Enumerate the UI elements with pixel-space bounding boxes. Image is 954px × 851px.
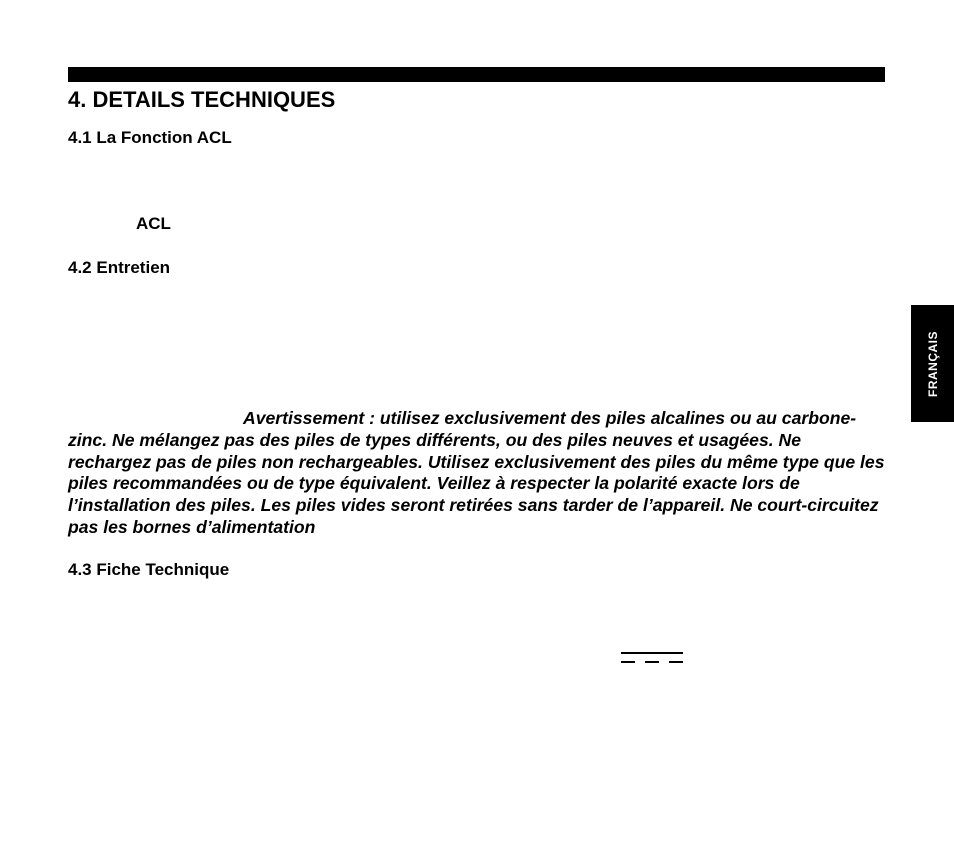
battery-warning: Avertissement : utilisez exclusivement des piles alcalines ou au carbone-zinc. Ne mélangez pas des piles de types différents, ou des piles neuves et usagées. Ne rechargez pas de piles non rechargeables. Utilisez exclusivement des piles du même type que les piles recommandées ou de type équivalent. Veillez à respecter la polarité exacte lors de l’installation des piles. Les piles vides seront retirées sans tarder de l’appareil. Ne court-circuitez pas les bornes d’alimentation [68, 408, 885, 537]
dc-solid-line [621, 652, 683, 654]
dc-current-icon [621, 652, 683, 664]
subsection-maintenance: 4.2 Entretien [68, 258, 171, 277]
dc-dash [621, 661, 635, 663]
dc-dash [669, 661, 683, 663]
subsection-lcd-function: 4.1 La Fonction ACL [68, 128, 232, 147]
section-title: 4. DETAILS TECHNIQUES [68, 87, 336, 112]
subsection-tech-sheet: 4.3 Fiche Technique [68, 560, 230, 579]
language-tab [911, 305, 954, 422]
dc-dash [645, 661, 659, 663]
lcd-label: ACL [136, 214, 171, 233]
header-rule [68, 67, 885, 82]
language-tab-label: FRANÇAIS [925, 330, 940, 397]
